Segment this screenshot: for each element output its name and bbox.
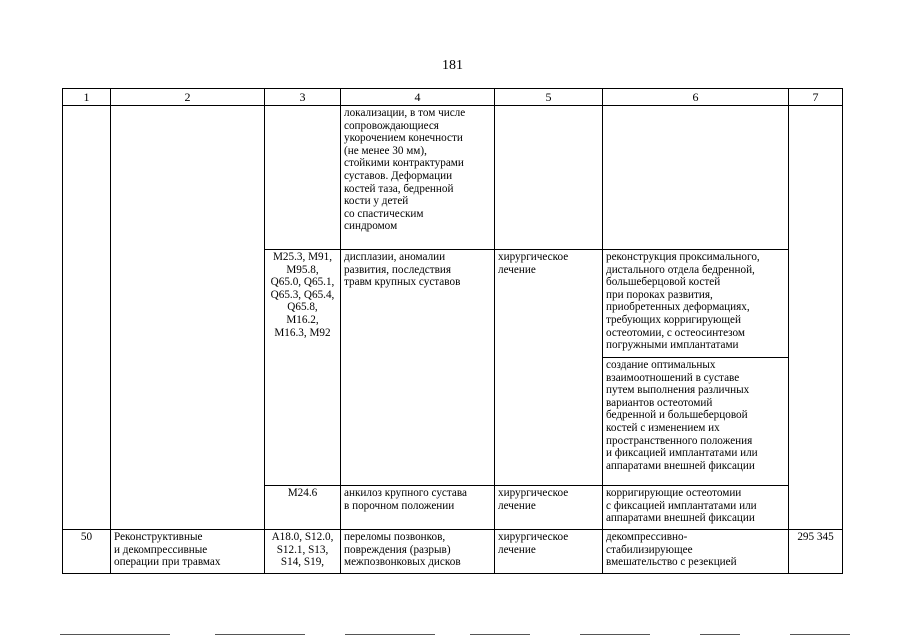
scan-line-fragment bbox=[790, 634, 850, 635]
scan-edge-artifacts bbox=[0, 634, 905, 638]
header-row bbox=[63, 89, 843, 106]
header-cell: 1 bbox=[63, 89, 111, 106]
cell-codes: M25.3, M91, M95.8, Q65.0, Q65.1, Q65.3, Q65.4, Q65.8, M16.2, M16.3, M92 bbox=[265, 250, 341, 486]
cell-service-name bbox=[111, 106, 265, 530]
cell-diagnosis: дисплазии, аномалии развития, последствия травм крупных суставов bbox=[341, 250, 495, 486]
cell-diagnosis: анкилоз крупного сустава в порочном положении bbox=[341, 486, 495, 530]
table-row bbox=[63, 530, 843, 574]
header-cell: 6 bbox=[603, 89, 789, 106]
header-cell: 7 bbox=[789, 89, 843, 106]
scan-line-fragment bbox=[345, 634, 435, 635]
cell-diagnosis: переломы позвонков, повреждения (разрыв) межпозвонковых дисков bbox=[341, 530, 495, 574]
cell-treatment-type: хирургическое лечение bbox=[495, 530, 603, 574]
header-cell: 5 bbox=[495, 89, 603, 106]
cell-codes: A18.0, S12.0, S12.1, S13, S14, S19, bbox=[265, 530, 341, 574]
cell-method bbox=[603, 106, 789, 250]
medical-services-table bbox=[62, 88, 843, 574]
cell-method: корригирующие остеотомии с фиксацией имплантатами или аппаратами внешней фиксации bbox=[603, 486, 789, 530]
cell-service-name: Реконструктивные и декомпрессивные операции при травмах bbox=[111, 530, 265, 574]
cell-codes: M24.6 bbox=[265, 486, 341, 530]
cell-cost: 295 345 bbox=[789, 530, 843, 574]
page-number: 181 bbox=[442, 58, 463, 73]
cell-treatment-type bbox=[495, 106, 603, 250]
cell-method: реконструкция проксимального, дистального отдела бедренной, большеберцовой костей при пороках развития, приобретенных деформациях, требующих корригирующей остеотомии, с остеосинтезом погружными имплантатами bbox=[603, 250, 789, 358]
cell-diagnosis: локализации, в том числе сопровождающиеся укорочением конечности (не менее 30 мм), стойкими контрактурами суставов. Деформации костей таза, бедренной кости у детей со спастическим синдромом bbox=[341, 106, 495, 250]
scan-line-fragment bbox=[470, 634, 530, 635]
scan-line-fragment bbox=[580, 634, 650, 635]
cell-method: создание оптимальных взаимоотношений в суставе путем выполнения различных вариантов остеотомий бедренной и большеберцовой костей с изменением их пространственного положения и фиксацией имплантатами или аппаратами внешней фиксации bbox=[603, 358, 789, 486]
scan-line-fragment bbox=[60, 634, 170, 635]
cell-number bbox=[63, 106, 111, 530]
table-row bbox=[63, 106, 843, 250]
cell-treatment-type: хирургическое лечение bbox=[495, 250, 603, 486]
header-cell: 3 bbox=[265, 89, 341, 106]
scan-line-fragment bbox=[700, 634, 740, 635]
header-cell: 4 bbox=[341, 89, 495, 106]
cell-treatment-type: хирургическое лечение bbox=[495, 486, 603, 530]
cell-method: декомпрессивно- стабилизирующее вмешательство с резекцией bbox=[603, 530, 789, 574]
scan-line-fragment bbox=[215, 634, 305, 635]
cell-number: 50 bbox=[63, 530, 111, 574]
header-cell: 2 bbox=[111, 89, 265, 106]
cell-cost bbox=[789, 106, 843, 530]
cell-codes bbox=[265, 106, 341, 250]
